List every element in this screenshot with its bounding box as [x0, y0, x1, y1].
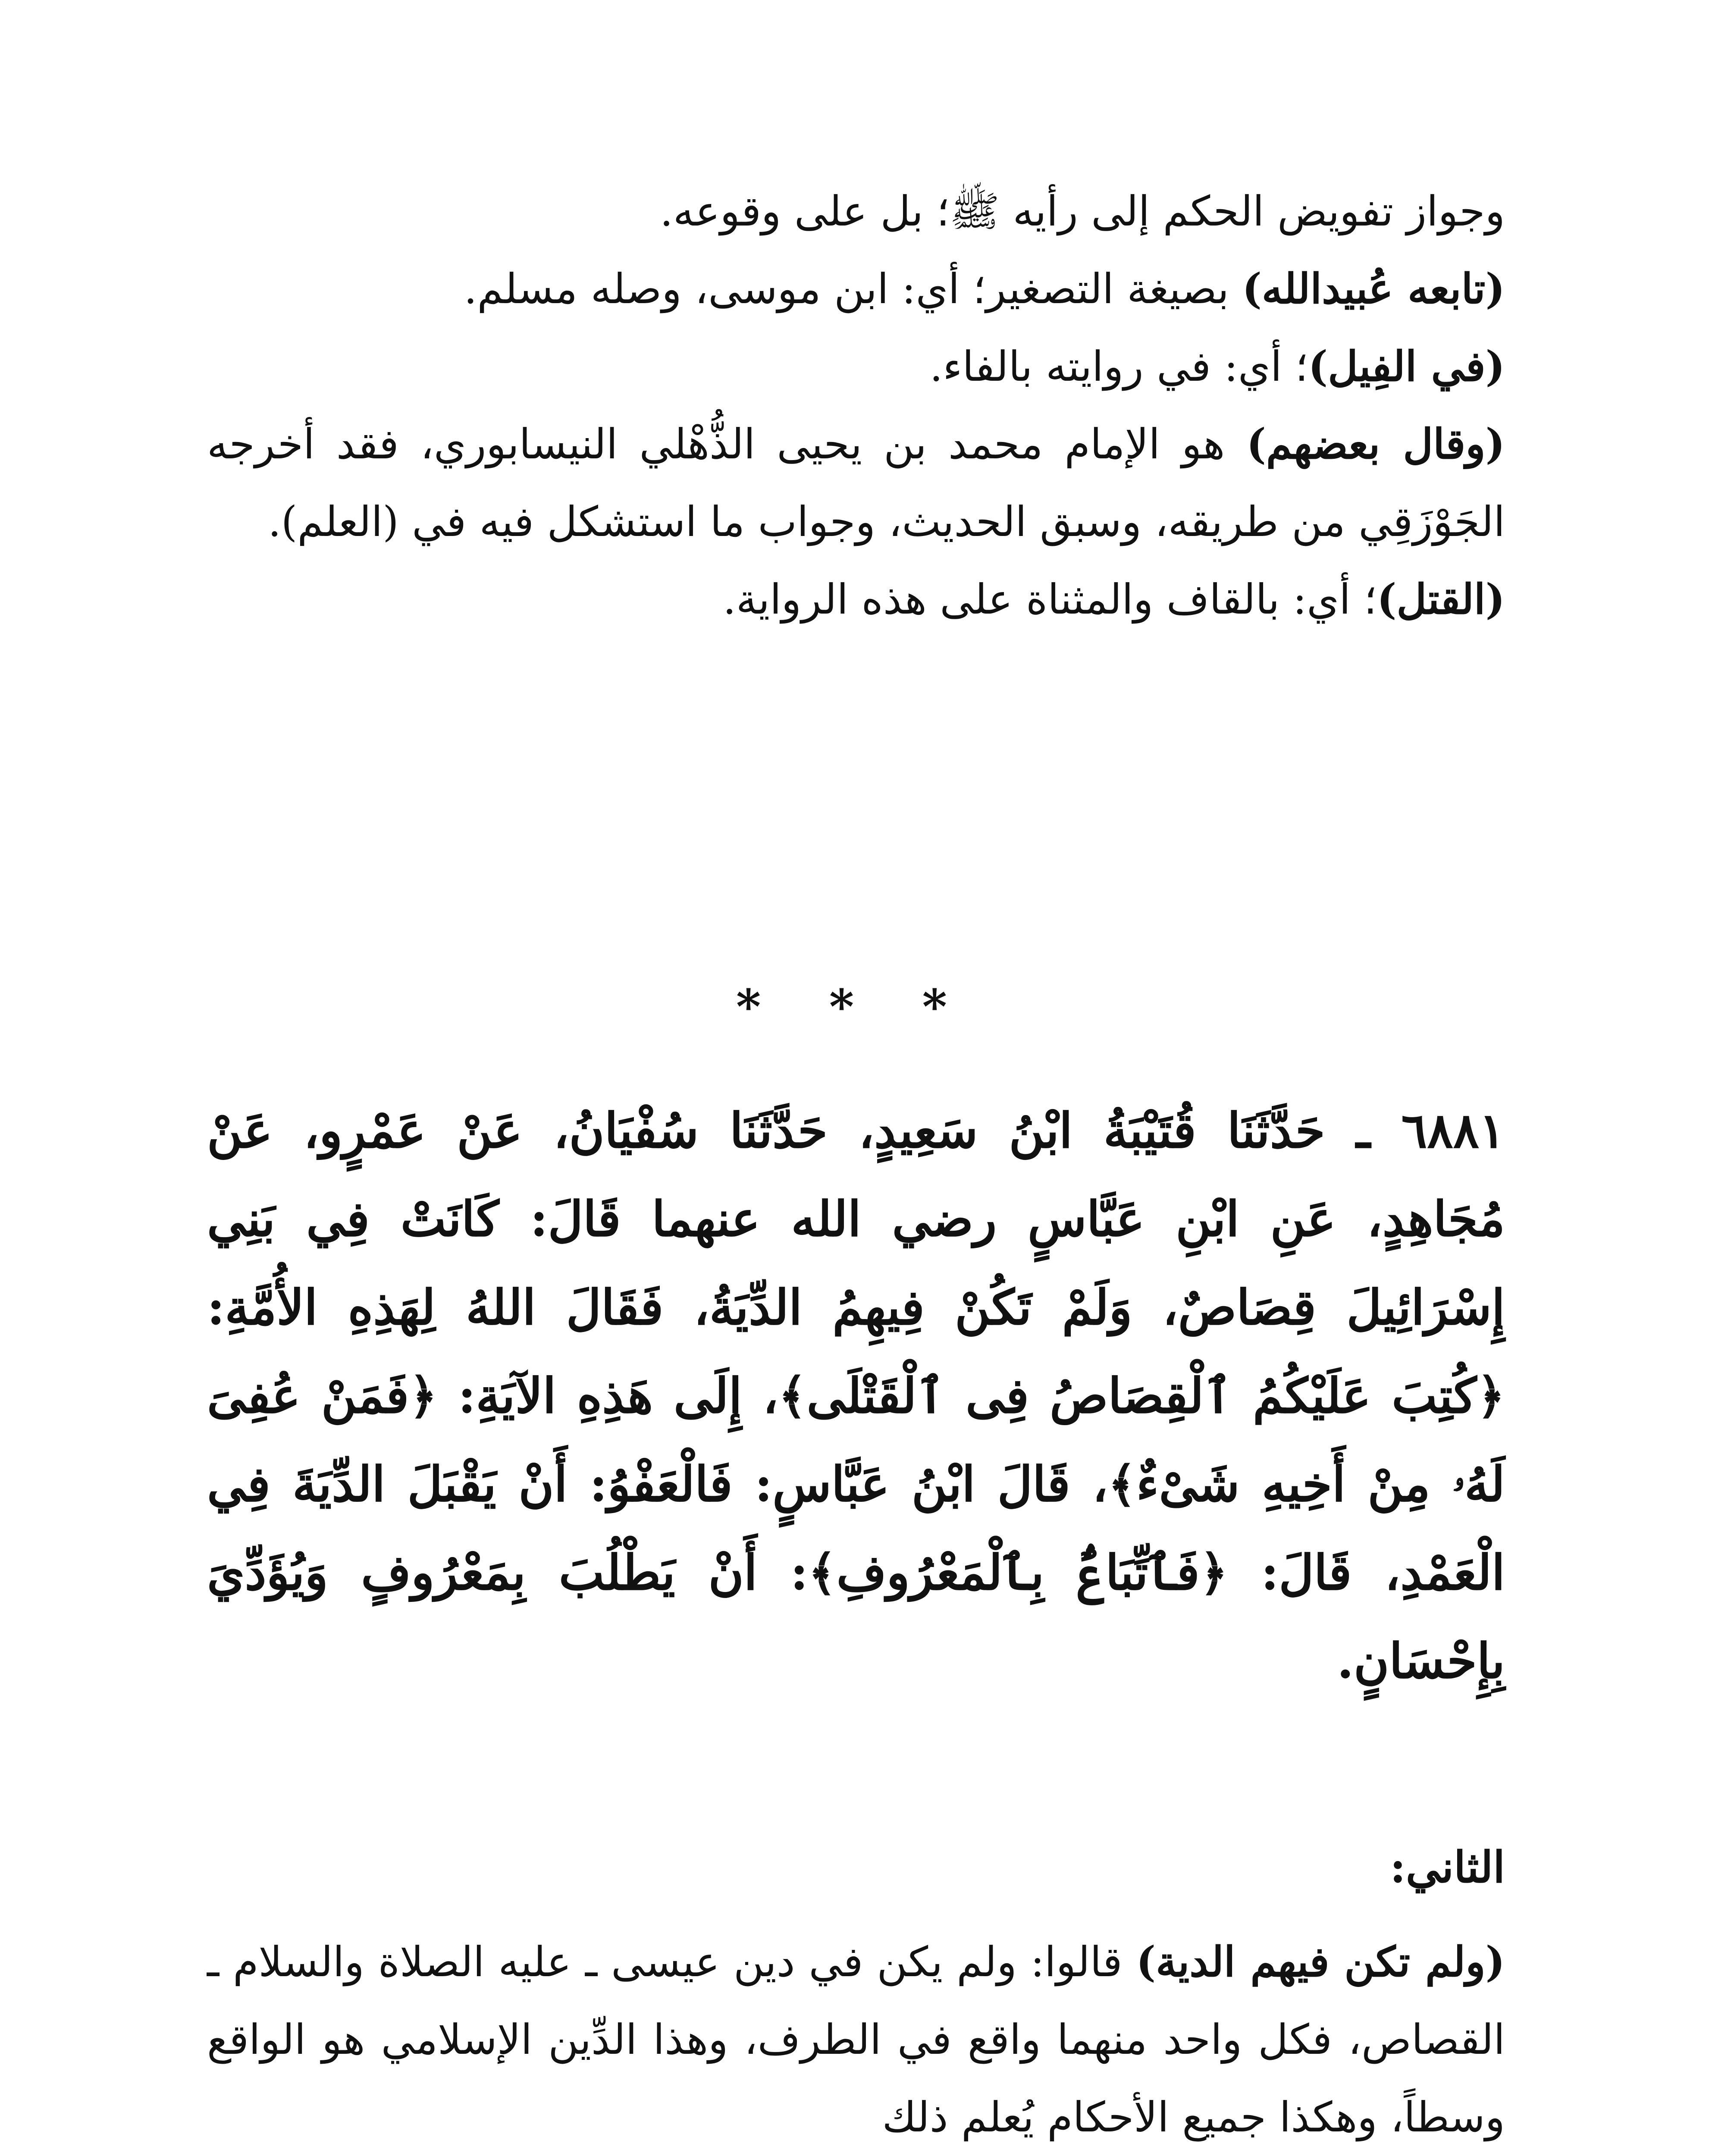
section-separator: * * *: [736, 979, 973, 1034]
section-heading: الثاني:: [1390, 1842, 1505, 1893]
commentary-paragraph-fil: [207, 328, 1505, 405]
paragraph-text: هو الإمام محمد بن يحيى الذُّهْلي النيسابوري، فقد أخرجه الجَوْزَقِي من طريقه، وسبق الحديث، وجواب ما استشكل فيه في (العلم).: [207, 420, 1505, 546]
paragraph-text: قالوا: ولم يكن في دين عيسى ـ عليه الصلاة والسلام ـ القصاص، فكل واحد منهما واقع في الطرف، وهذا الدِّين الإسلامي هو الواقع وسطاً، وهكذا جميع الأحكام يُعلم ذلك: [207, 1938, 1505, 2141]
hadith-paragraph: ٦٨٨١ ـ حَدَّثَنَا قُتَيْبَةُ ابْنُ سَعِيدٍ، حَدَّثَنَا سُفْيَانُ، عَنْ عَمْرٍو، عَنْ مُجَاهِدٍ، عَنِ ابْنِ عَبَّاسٍ رضي الله عنهما قَالَ: كَانَتْ فِي بَنِي إِسْرَائِيلَ قِصَاصٌ، وَلَمْ تَكُنْ فِيهِمُ الدِّيَةُ، فَقَالَ اللهُ لِهَذِهِ الأُمَّةِ: ﴿كُتِبَ عَلَيْكُمُ ٱلْقِصَاصُ فِى ٱلْقَتْلَى﴾، إِلَى هَذِهِ الآيَةِ: ﴿فَمَنْ عُفِىَ لَهُۥ مِنْ أَخِيهِ شَىْءٌ﴾، قَالَ ابْنُ عَبَّاسٍ: فَالْعَفْوُ: أَنْ يَقْبَلَ الدِّيَةَ فِي الْعَمْدِ، قَالَ: ﴿فَٱتِّبَاعٌۢ بِٱلْمَعْرُوفِ﴾: أَنْ يَطْلُبَ بِمَعْرُوفٍ وَيُؤَدِّيَ بِإِحْسَانٍ.: [207, 1103, 1505, 1689]
paragraph-text: بصيغة التصغير؛ أي: ابن موسى، وصله مسلم.: [464, 265, 1242, 313]
bold-term: (وقال بعضهم): [1246, 420, 1505, 468]
bold-term: (في الفِيل): [1308, 342, 1505, 391]
paragraph-text: ؛ أي: بالقاف والمثناة على هذه الرواية.: [723, 575, 1377, 624]
bold-term: (تابعه عُبيدالله): [1242, 264, 1505, 313]
commentary-line-1: وجواز تفويض الحكم إلى رأيه ﷺ؛ بل على وقوعه.: [660, 187, 1505, 235]
paragraph-text: ؛ أي: في روايته بالفاء.: [929, 342, 1308, 391]
commentary-paragraph-baadhuhum: [207, 405, 1505, 561]
commentary-bottom: [207, 1923, 1505, 2156]
hadith-text: [207, 1087, 1505, 1705]
bold-term: (القتل): [1377, 575, 1505, 624]
commentary-paragraph-diya: [207, 1923, 1505, 2156]
commentary-paragraph-qatl: [207, 561, 1505, 638]
commentary-top: [207, 172, 1505, 638]
bold-term: (ولم تكن فيهم الدية): [1136, 1937, 1505, 1986]
commentary-paragraph-tabaahu: [207, 250, 1505, 328]
